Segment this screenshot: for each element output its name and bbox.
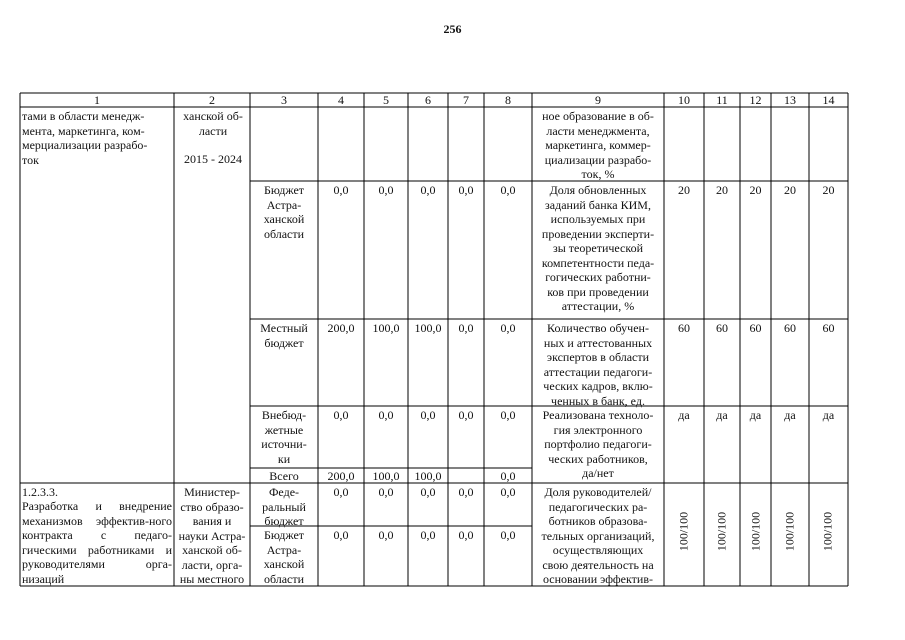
funding-source-extrabudgetary: Внебюд- жетные источни- ки <box>261 408 307 466</box>
amount-cell: 0,0 <box>458 408 474 422</box>
header-col-9: 9 <box>595 94 601 107</box>
target-value: 20 <box>822 183 835 197</box>
header-col-10: 10 <box>678 94 690 107</box>
target-value: 60 <box>749 321 762 335</box>
amount-cell: 100,0 <box>372 321 400 335</box>
target-value-rotated: 100/100 <box>676 511 691 552</box>
funding-source-regional: Бюджет Астра- ханской области <box>263 183 305 241</box>
amount-cell: 0,0 <box>458 485 474 499</box>
header-col-11: 11 <box>716 94 728 107</box>
amount-cell: 0,0 <box>378 183 394 197</box>
amount-cell: 0,0 <box>458 321 474 335</box>
indicator-text: Количество обучен- ных и аттестованных экспертов в области аттестации педагоги- ческих кадров, вклю- ченных в банк, ед. <box>543 321 653 408</box>
target-value-rotated: 100/100 <box>748 511 763 552</box>
amount-cell: 0,0 <box>500 528 516 542</box>
total-amount: 0,0 <box>500 469 516 483</box>
target-value: да <box>678 408 690 422</box>
target-value: 60 <box>716 321 728 335</box>
header-col-6: 6 <box>425 94 431 107</box>
header-col-14: 14 <box>822 94 835 107</box>
executor: Министер- ство образо- вания и науки Астра- ханской об- ласти, орга- ны местного <box>178 485 246 586</box>
amount-cell: 0,0 <box>378 485 394 499</box>
header-col-1: 1 <box>94 94 100 107</box>
measure-description: Разработка и внедрение механизмов эффектив-ного контракта с педаго-гическими работниками и руководителями орга-низаций <box>22 499 172 586</box>
header-col-8: 8 <box>505 94 511 107</box>
target-value: 20 <box>749 183 762 197</box>
target-value-rotated: 100/100 <box>820 511 835 552</box>
header-col-13: 13 <box>784 94 796 107</box>
amount-cell: 0,0 <box>333 183 349 197</box>
indicator-continued: ное образование в об- ласти менеджмента, маркетинга, коммер- циализации разрабо- ток, % <box>542 109 654 181</box>
amount-cell: 0,0 <box>458 183 474 197</box>
target-value: 20 <box>784 183 796 197</box>
header-col-4: 4 <box>338 94 344 107</box>
total-amount: 200,0 <box>327 469 355 483</box>
funding-source-regional: Бюджет Астра- ханской области <box>263 528 305 586</box>
amount-cell: 0,0 <box>420 183 436 197</box>
target-value: 60 <box>822 321 835 335</box>
header-col-7: 7 <box>463 94 469 107</box>
amount-cell: 0,0 <box>420 485 436 499</box>
total-amount: 100,0 <box>414 469 442 483</box>
amount-cell: 0,0 <box>378 528 394 542</box>
region-continued: ханской об- ласти <box>183 109 243 138</box>
amount-cell: 0,0 <box>500 485 516 499</box>
header-col-12: 12 <box>749 94 762 107</box>
amount-cell: 0,0 <box>333 528 349 542</box>
implementation-period: 2015 - 2024 <box>184 152 242 166</box>
total-amount: 100,0 <box>372 469 400 483</box>
header-col-3: 3 <box>281 94 287 107</box>
indicator-text: Доля обновленных заданий банка КИМ, используемых при проведении эксперти- зы теоретической компетентности педа- гогических работни- ков при проведении аттестации, % <box>541 183 655 313</box>
indicator-text: Реализована техноло- гия электронного портфолио педагоги- ческих работников, да/нет <box>542 408 654 480</box>
amount-cell: 0,0 <box>333 485 349 499</box>
amount-cell: 0,0 <box>500 183 516 197</box>
total-label: Всего <box>269 469 299 483</box>
page-number: 256 <box>443 22 462 36</box>
header-col-2: 2 <box>209 94 215 107</box>
target-value: 60 <box>784 321 796 335</box>
target-value: 20 <box>716 183 728 197</box>
header-col-5: 5 <box>383 94 389 107</box>
target-value: 20 <box>678 183 690 197</box>
measure-number: 1.2.3.3. <box>22 485 58 499</box>
amount-cell: 0,0 <box>333 408 349 422</box>
target-value-rotated: 100/100 <box>782 511 797 552</box>
amount-cell: 0,0 <box>378 408 394 422</box>
indicator-text: Доля руководителей/ педагогических ра- ботников образова- тельных организаций, осуществляющих свою деятельность на основании эффектив- <box>541 485 655 586</box>
amount-cell: 100,0 <box>414 321 442 335</box>
target-value: да <box>716 408 728 422</box>
target-value: да <box>749 408 762 422</box>
target-value: да <box>822 408 835 422</box>
funding-source-local: Местный бюджет <box>260 321 308 350</box>
target-value-rotated: 100/100 <box>714 511 729 552</box>
target-value: 60 <box>678 321 690 335</box>
amount-cell: 0,0 <box>420 408 436 422</box>
target-value: да <box>784 408 796 422</box>
amount-cell: 0,0 <box>420 528 436 542</box>
amount-cell: 0,0 <box>500 321 516 335</box>
amount-cell: 200,0 <box>327 321 355 335</box>
amount-cell: 0,0 <box>500 408 516 422</box>
funding-source-federal: Феде- ральный бюджет <box>262 485 306 528</box>
measure-description-continued: тами в области менедж- мента, маркетинга, ком- мерциализации разрабо- ток <box>22 109 148 167</box>
amount-cell: 0,0 <box>458 528 474 542</box>
